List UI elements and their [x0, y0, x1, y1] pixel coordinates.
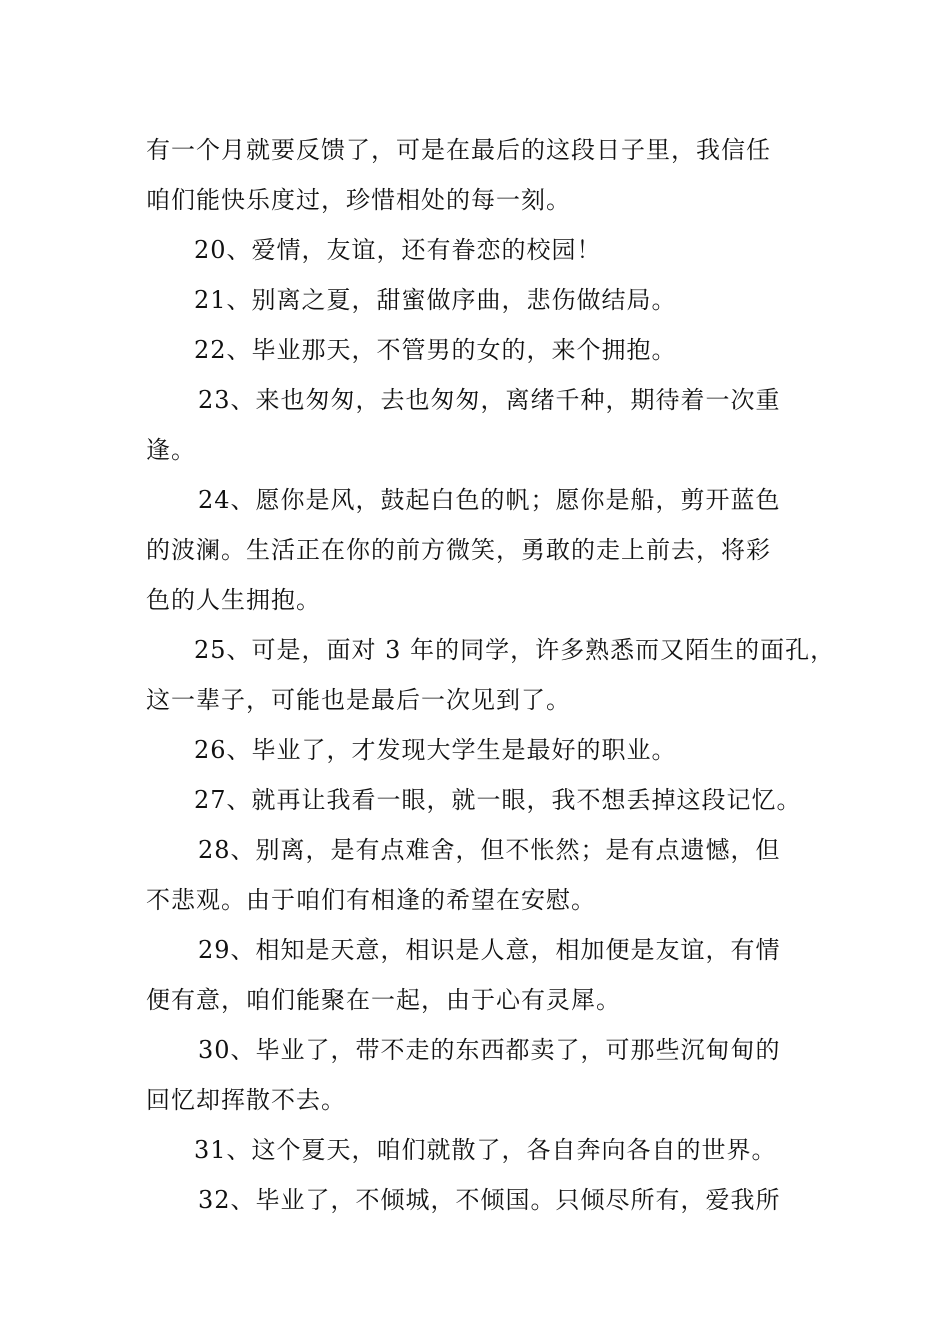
text-line: 21、别离之夏，甜蜜做序曲，悲伤做结局。 — [194, 286, 677, 314]
text-line: 逢。 — [146, 436, 196, 464]
text-line: 31、这个夏天，咱们就散了，各自奔向各自的世界。 — [194, 1136, 777, 1164]
text-line: 29、相知是天意，相识是人意，相加便是友谊，有情 — [198, 936, 781, 964]
text-line: 有一个月就要反馈了，可是在最后的这段日子里，我信任 — [146, 136, 771, 164]
text-line: 咱们能快乐度过，珍惜相处的每一刻。 — [146, 186, 571, 214]
text-line: 24、愿你是风，鼓起白色的帆；愿你是船，剪开蓝色 — [198, 486, 781, 514]
text-line: 26、毕业了，才发现大学生是最好的职业。 — [194, 736, 677, 764]
text-line: 25、可是，面对 3 年的同学，许多熟悉而又陌生的面孔， — [194, 636, 836, 664]
text-line: 便有意，咱们能聚在一起，由于心有灵犀。 — [146, 986, 621, 1014]
text-line: 32、毕业了，不倾城，不倾国。只倾尽所有，爱我所 — [198, 1186, 781, 1214]
text-line: 色的人生拥抱。 — [146, 586, 321, 614]
text-line: 23、来也匆匆，去也匆匆，离绪千种，期待着一次重 — [198, 386, 781, 414]
text-line: 不悲观。由于咱们有相逢的希望在安慰。 — [146, 886, 596, 914]
text-line: 22、毕业那天，不管男的女的，来个拥抱。 — [194, 336, 677, 364]
text-line: 回忆却挥散不去。 — [146, 1086, 346, 1114]
text-line: 的波澜。生活正在你的前方微笑，勇敢的走上前去，将彩 — [146, 536, 771, 564]
text-line: 30、毕业了，带不走的东西都卖了，可那些沉甸甸的 — [198, 1036, 781, 1064]
text-line: 28、别离，是有点难舍，但不怅然；是有点遗憾，但 — [198, 836, 781, 864]
text-line: 20、爱情，友谊，还有眷恋的校园！ — [194, 236, 602, 264]
text-line: 27、就再让我看一眼，就一眼，我不想丢掉这段记忆。 — [194, 786, 802, 814]
text-line: 这一辈子，可能也是最后一次见到了。 — [146, 686, 571, 714]
